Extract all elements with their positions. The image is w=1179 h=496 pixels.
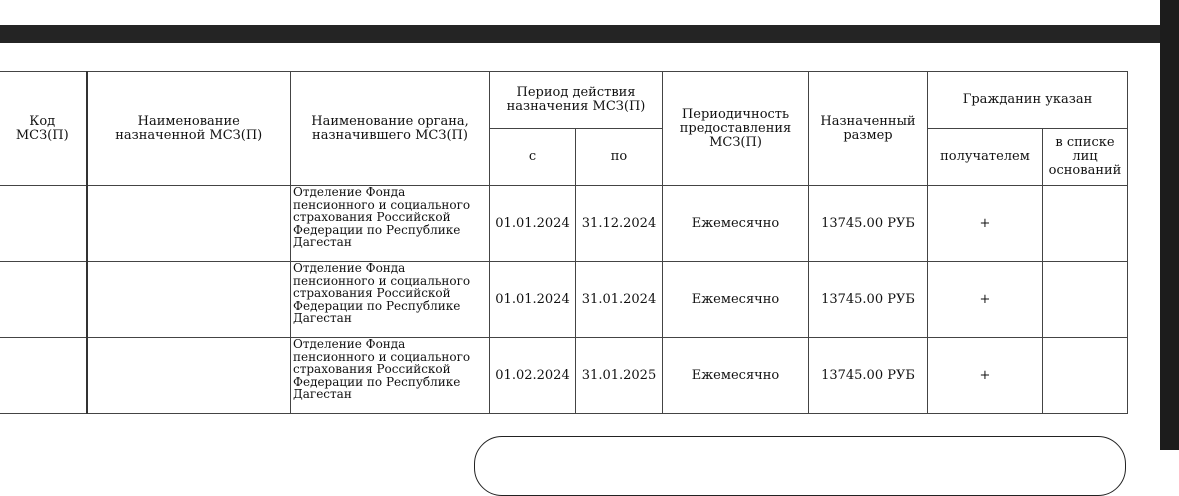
header-periodicity-line2: предоставления [679,120,792,136]
organ-line: страхования Российской [293,362,451,376]
cell-to: 31.01.2024 [576,262,663,338]
header-name-line1: Наименование [137,113,240,129]
header-citizen [928,72,1128,129]
msz-assignments-table [0,71,1128,414]
header-code-line1: Код [29,113,56,129]
organ-line: страхования Российской [293,286,451,300]
organ-line: пенсионного и социального [293,273,471,288]
cell-recipient: + [928,186,1043,262]
cell-recipient: + [928,262,1043,338]
organ-line: Отделение Фонда [293,185,406,199]
organ-line: Федерации по Республике [293,374,461,389]
cell-amount: 13745.00 РУБ [809,186,928,262]
bottom-rounded-frame [474,436,1126,496]
header-organ-line2: назначившего МСЗ(П) [312,127,468,143]
organ-line: страхования Российской [293,210,451,224]
header-name-line2: назначенной МСЗ(П) [115,127,263,143]
cell-to: 31.01.2025 [576,338,663,414]
cell-organ [291,262,490,338]
header-recipient: получателем [928,129,1043,186]
page-edge-bar [1160,0,1179,450]
cell-basis [1043,262,1128,338]
cell-code [0,262,87,338]
header-basis-list [1043,129,1128,186]
organ-line: Дагестан [293,311,352,325]
table-row [0,262,1128,338]
header-amount [809,72,928,186]
cell-name [87,186,291,262]
organ-line: Федерации по Республике [293,298,461,313]
header-basis-line3: оснований [1048,163,1122,178]
header-period-to: по [576,129,663,186]
header-basis-line2: лиц [1072,149,1098,164]
header-code [0,72,87,186]
cell-organ [291,338,490,414]
cell-periodicity: Ежемесячно [663,262,809,338]
cell-to: 31.12.2024 [576,186,663,262]
header-period-line2: назначения МСЗ(П) [506,99,646,114]
cell-from: 01.02.2024 [490,338,576,414]
header-organ-line1: Наименование органа, [311,113,469,129]
organ-line: Федерации по Республике [293,222,461,237]
header-amount-line2: размер [843,127,893,143]
table-row [0,186,1128,262]
cell-periodicity: Ежемесячно [663,186,809,262]
organ-line: Дагестан [293,235,352,249]
organ-line: пенсионного и социального [293,349,471,364]
cell-periodicity: Ежемесячно [663,338,809,414]
cell-basis [1043,186,1128,262]
header-basis-line1: в списке [1055,135,1115,150]
cell-recipient: + [928,338,1043,414]
header-periodicity-line3: МСЗ(П) [709,134,762,150]
organ-line: Отделение Фонда [293,261,406,275]
organ-line: пенсионного и социального [293,197,471,212]
cell-from: 01.01.2024 [490,262,576,338]
cell-code [0,338,87,414]
organ-line: Отделение Фонда [293,337,406,351]
header-periodicity-line1: Периодичность [681,106,790,122]
cell-from: 01.01.2024 [490,186,576,262]
header-code-line2: МСЗ(П) [15,127,69,143]
header-period-from: с [490,129,576,186]
header-amount-line1: Назначенный [820,113,916,129]
header-period-line1: Период действия [516,85,636,100]
table-row [0,338,1128,414]
header-periodicity [663,72,809,186]
header-organ [291,72,490,186]
cell-code [0,186,87,262]
organ-line: Дагестан [293,387,352,401]
cell-name [87,262,291,338]
cell-organ [291,186,490,262]
dark-header-band [0,25,1160,43]
cell-basis [1043,338,1128,414]
header-citizen-text: Гражданин указан [962,92,1093,107]
cell-amount: 13745.00 РУБ [809,338,928,414]
header-name [87,72,291,186]
cell-amount: 13745.00 РУБ [809,262,928,338]
cell-name [87,338,291,414]
header-period [490,72,663,129]
